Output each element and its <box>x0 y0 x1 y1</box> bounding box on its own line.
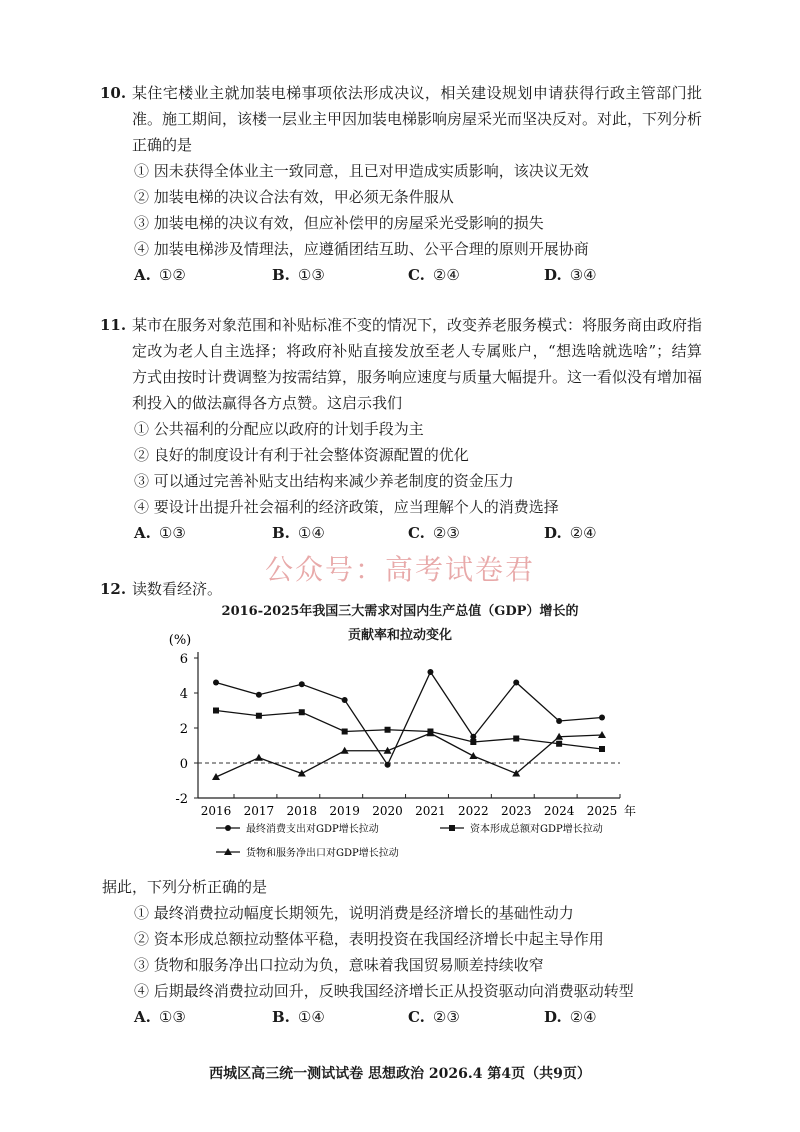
x-tick-label: 2022 <box>458 804 489 818</box>
y-tick-label: 4 <box>179 687 188 702</box>
page-footer: 西城区高三统一测试试卷 思想政治 2026.4 第4页（共9页） <box>209 1066 591 1082</box>
question-10 <box>102 80 702 288</box>
data-point-series-2 <box>385 727 391 733</box>
question-number: 12. <box>100 580 127 598</box>
x-tick-label: 2021 <box>415 804 446 818</box>
answer-choices <box>134 520 702 546</box>
x-tick-label: 2025 <box>586 804 618 818</box>
option-1: ① 因未获得全体业主一致同意，且已对甲造成实质影响，该决议无效 <box>134 162 589 180</box>
question-number: 11. <box>100 316 127 334</box>
option-2: ② 资本形成总额拉动整体平稳，表明投资在我国经济增长中起主导作用 <box>134 930 604 948</box>
data-point-series-2 <box>342 729 348 735</box>
data-point-series-1 <box>256 692 262 698</box>
chart-title-line2: 贡献率和拉动变化 <box>347 628 452 643</box>
legend-marker <box>225 825 231 831</box>
chart-svg <box>150 600 650 862</box>
data-point-series-2 <box>513 736 519 742</box>
x-tick-label: 2019 <box>329 804 360 818</box>
question-11 <box>102 312 702 546</box>
data-point-series-2 <box>470 739 476 745</box>
option-1: ① 公共福利的分配应以政府的计划手段为主 <box>134 420 424 438</box>
question-stem: 某市在服务对象范围和补贴标准不变的情况下，改变养老服务模式：将服务商由政府指定改为老人自主选择；将政府补贴直接发放至老人专属账户，“想选啥就选啥”；结算方式由按时计费调整为按需结算，服务响应速度与质量大幅提升。这一看似没有增加福利投入的做法赢得各方点赞。这启示我们 <box>132 316 703 412</box>
data-point-series-3 <box>255 754 263 761</box>
option-4: ④ 后期最终消费拉动回升，反映我国经济增长正从投资驱动向消费驱动转型 <box>134 982 634 1000</box>
question-12-body <box>102 874 702 1030</box>
choice-b: B. ①④ <box>272 1008 325 1026</box>
data-point-series-3 <box>212 773 220 780</box>
question-number: 10. <box>100 84 127 102</box>
x-tick-label: 2023 <box>500 804 532 818</box>
data-point-series-3 <box>469 752 477 759</box>
choice-c: C. ②④ <box>408 266 460 284</box>
question-lead: 据此，下列分析正确的是 <box>102 878 268 896</box>
legend-label: 货物和服务净出口对GDP增长拉动 <box>246 848 399 859</box>
y-axis-label: (%) <box>168 633 192 648</box>
data-point-series-1 <box>342 697 348 703</box>
x-tick-label: 2018 <box>286 804 318 818</box>
x-tick-label: 2024 <box>543 804 575 818</box>
question-intro: 读数看经济。 <box>132 580 223 598</box>
x-tick-label: 2016 <box>200 804 232 818</box>
legend-marker <box>449 825 455 831</box>
choice-c: C. ②③ <box>408 1008 460 1026</box>
data-point-series-1 <box>385 762 391 768</box>
legend-label: 资本形成总额对GDP增长拉动 <box>470 824 603 835</box>
gdp-chart <box>150 600 650 862</box>
choice-a: A. ①② <box>134 266 186 284</box>
data-point-series-2 <box>556 741 562 747</box>
x-tick-label: 2020 <box>372 804 403 818</box>
y-tick-label: 0 <box>179 757 188 772</box>
option-3: ③ 可以通过完善补贴支出结构来减少养老制度的资金压力 <box>134 472 514 490</box>
chart-title-line1: 2016-2025年我国三大需求对国内生产总值（GDP）增长的 <box>221 604 579 619</box>
data-point-series-2 <box>599 746 605 752</box>
option-4: ④ 要设计出提升社会福利的经济政策，应当理解个人的消费选择 <box>134 498 559 516</box>
data-point-series-1 <box>213 680 219 686</box>
y-tick-label: 2 <box>179 722 188 737</box>
data-point-series-2 <box>256 713 262 719</box>
data-point-series-2 <box>299 709 305 715</box>
option-2: ② 良好的制度设计有利于社会整体资源配置的优化 <box>134 446 469 464</box>
x-tick-label: 2017 <box>243 804 275 818</box>
y-tick-label: 6 <box>179 652 188 667</box>
choice-c: C. ②③ <box>408 524 460 542</box>
choice-b: B. ①④ <box>272 524 325 542</box>
series-line-2 <box>216 711 602 750</box>
option-3: ③ 货物和服务净出口拉动为负，意味着我国贸易顺差持续收窄 <box>134 956 544 974</box>
choice-d: D. ②④ <box>544 1008 597 1026</box>
choice-a: A. ①③ <box>134 524 186 542</box>
data-point-series-1 <box>556 718 562 724</box>
data-point-series-1 <box>513 680 519 686</box>
x-axis-unit: 年 <box>624 804 637 818</box>
watermark: 公众号：高考试卷君 <box>264 553 535 586</box>
data-point-series-1 <box>470 734 476 740</box>
legend-label: 最终消费支出对GDP增长拉动 <box>246 824 379 835</box>
data-point-series-1 <box>427 669 433 675</box>
option-3: ③ 加装电梯的决议有效，但应补偿甲的房屋采光受影响的损失 <box>134 214 544 232</box>
data-point-series-1 <box>599 715 605 721</box>
data-point-series-1 <box>299 681 305 687</box>
data-point-series-2 <box>213 708 219 714</box>
choice-d: D. ②④ <box>544 524 597 542</box>
option-4: ④ 加装电梯涉及情理法，应遵循团结互助、公平合理的原则开展协商 <box>134 240 589 258</box>
question-stem: 某住宅楼业主就加装电梯事项依法形成决议，相关建设规划申请获得行政主管部门批准。施工期间，该楼一层业主甲因加装电梯影响房屋采光而坚决反对。对此，下列分析正确的是 <box>132 84 703 154</box>
question-12-header <box>102 576 702 602</box>
choice-d: D. ③④ <box>544 266 597 284</box>
choice-b: B. ①③ <box>272 266 325 284</box>
option-2: ② 加装电梯的决议合法有效，甲必须无条件服从 <box>134 188 454 206</box>
choice-a: A. ①③ <box>134 1008 186 1026</box>
answer-choices <box>134 1004 702 1030</box>
option-1: ① 最终消费拉动幅度长期领先，说明消费是经济增长的基础性动力 <box>134 904 574 922</box>
series-line-1 <box>216 672 602 765</box>
series-line-3 <box>216 733 602 777</box>
y-tick-label: -2 <box>175 792 188 807</box>
answer-choices <box>134 262 702 288</box>
